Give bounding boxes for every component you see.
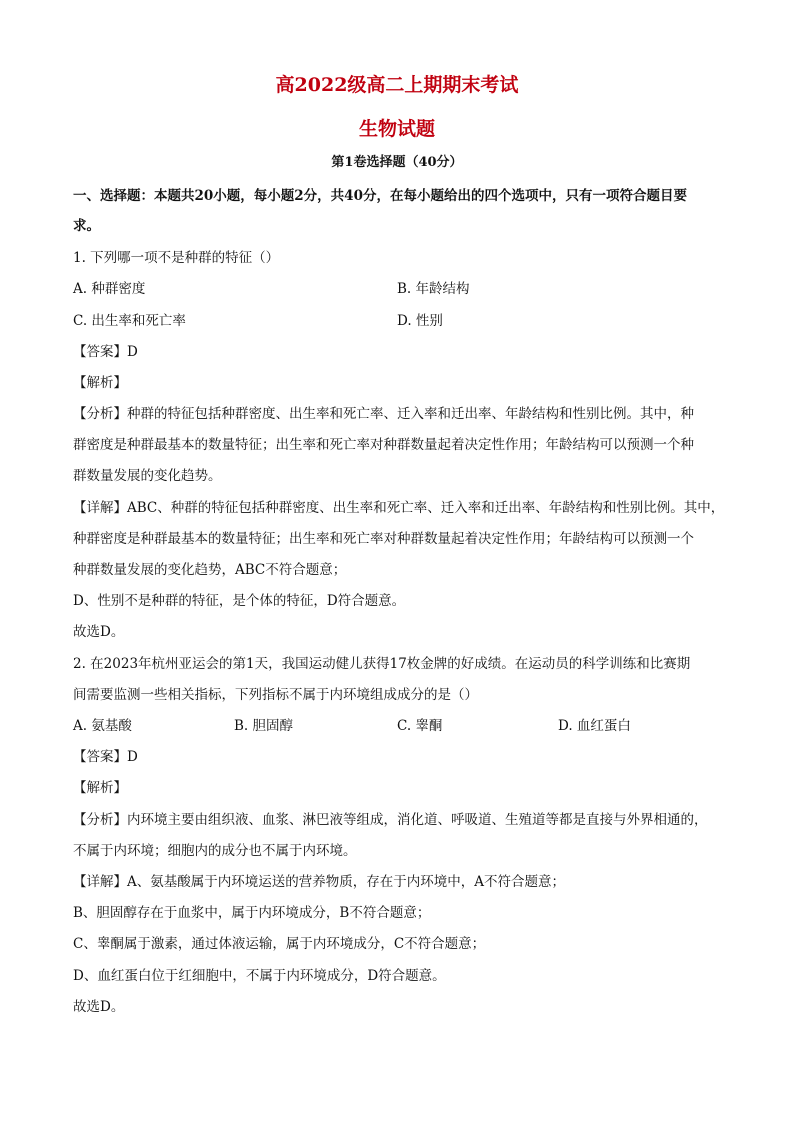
question-1-fenxi-line: 群密度是种群最基本的数量特征；出生率和死亡率对种群数量起着决定性作用；年龄结构可以预测一个种 [73,437,694,453]
question-2-option-a: A. 氨基酸 [73,718,132,734]
question-2-fenxi-line: 不属于内环境；细胞内的成分也不属于内环境。 [73,843,357,859]
question-2-answer: 【答案】D [73,749,138,765]
question-1-option-a: A. 种群密度 [73,281,146,297]
question-2-stem-line: 间需要监测一些相关指标，下列指标不属于内环境组成成分的是（） [73,687,478,703]
question-1-option-b: B. 年龄结构 [397,281,470,297]
question-2-xiangjie-line: 故选D。 [73,999,125,1015]
question-1-answer: 【答案】D [73,344,138,360]
question-2-xiangjie-line: C、睾酮属于激素，通过体液运输，属于内环境成分，C不符合题意； [73,936,486,952]
question-1-option-d: D. 性别 [397,313,443,329]
question-1-fenxi-line: 【分析】种群的特征包括种群密度、出生率和死亡率、迁入率和迁出率、年龄结构和性别比例。其中，种 [73,406,694,422]
question-2-option-d: D. 血红蛋白 [558,718,631,734]
question-1-xiangjie-line: 种群密度是种群最基本的数量特征；出生率和死亡率对种群数量起着决定性作用；年龄结构可以预测一个 [73,531,694,547]
question-2-analysis-label: 【解析】 [73,780,127,796]
question-1-analysis-label: 【解析】 [73,375,127,391]
question-1-xiangjie-line: 故选D。 [73,624,125,640]
question-1-stem: 1. 下列哪一项不是种群的特征（） [73,250,280,266]
question-2-stem-line: 2. 在2023年杭州亚运会的第1天，我国运动健儿获得17枚金牌的好成绩。在运动员的科学训练和比赛期 [73,656,691,672]
question-2-xiangjie-line: 【详解】A、氨基酸属于内环境运送的营养物质，存在于内环境中，A不符合题意； [73,874,565,890]
subject-title: 生物试题 [358,118,435,140]
question-1-fenxi-line: 群数量发展的变化趋势。 [73,468,222,484]
question-2-xiangjie-line: D、血红蛋白位于红细胞中，不属于内环境成分，D符合题意。 [73,968,446,984]
exam-title: 高2022级高二上期期末考试 [275,74,519,96]
instructions-line-2: 求。 [73,218,100,234]
question-1-xiangjie-line: D、性别不是种群的特征，是个体的特征，D符合题意。 [73,593,406,609]
question-1-xiangjie-line: 种群数量发展的变化趋势，ABC不符合题意； [73,562,347,578]
instructions-line-1: 一、选择题：本题共20小题，每小题2分，共40分，在每小题给出的四个选项中，只有一项符合题目要 [73,188,687,204]
section-heading: 第1卷选择题（40分） [331,155,463,170]
question-2-xiangjie-line: B、胆固醇存在于血浆中，属于内环境成分，B不符合题意； [73,905,431,921]
question-1-xiangjie-line: 【详解】ABC、种群的特征包括种群密度、出生率和死亡率、迁入率和迁出率、年龄结构和性别比例。其中， [73,500,725,516]
question-2-fenxi-line: 【分析】内环境主要由组织液、血浆、淋巴液等组成，消化道、呼吸道、生殖道等都是直接与外界相通的， [73,812,708,828]
question-1-option-c: C. 出生率和死亡率 [73,313,186,329]
question-2-option-b: B. 胆固醇 [234,718,294,734]
question-2-option-c: C. 睾酮 [397,718,443,734]
